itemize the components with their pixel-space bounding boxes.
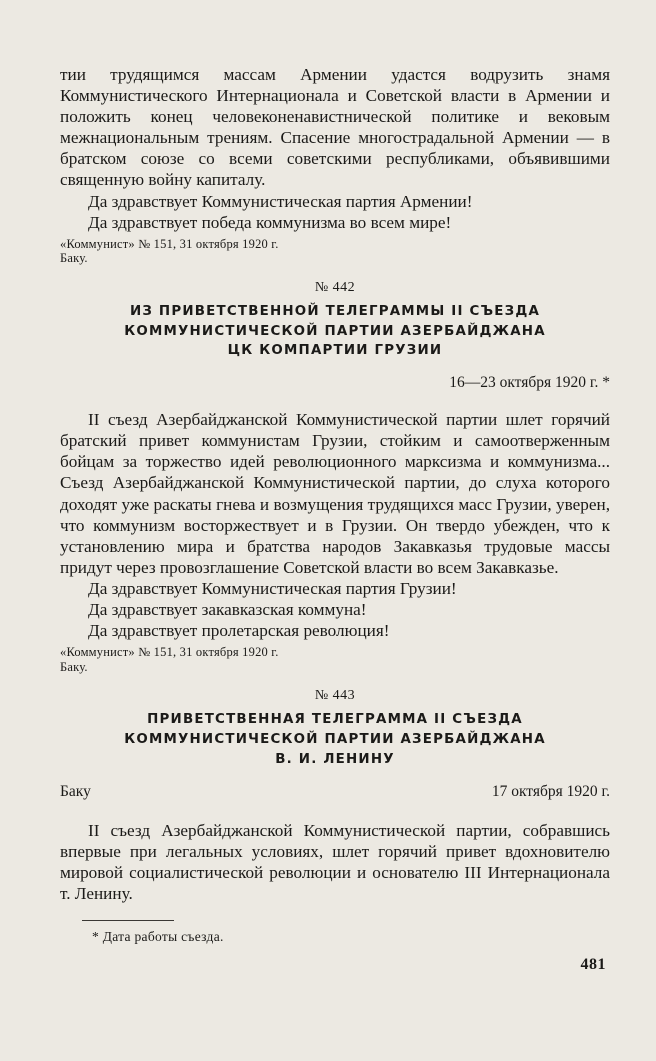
place-label: Баку xyxy=(60,782,91,800)
document-number: № 443 xyxy=(314,688,356,704)
dateline xyxy=(60,373,610,393)
slogan-line: Да здравствует закавказская коммуна! xyxy=(88,599,367,619)
dateline xyxy=(60,782,610,802)
footnote-divider xyxy=(82,920,174,921)
document-date: 16—23 октября 1920 г. * xyxy=(449,374,610,392)
body-paragraph: II съезд Азербайджанской Коммунистической партии шлет горячий братский привет коммунистам Грузии, стойким и самоотверженным бойцам за торжество идей революционного марксизма и коммунизма... Съезд Азербайджанской Коммунистической партии, до слуха которого доходят уже раскаты гнева и возмущения трудящихся масс Грузии, уверен, что коммунизм восторжествует и в Грузии. Он твердо убежден, что к установлению мира и братства народов Закавказья трудовые массы придут через провозглашение Советской власти во всем Закавказье. xyxy=(60,410,610,577)
document-heading-line: ПРИВЕТСТВЕННАЯ ТЕЛЕГРАММА II СЪЕЗДА xyxy=(147,712,523,728)
footnote: * Дата работы съезда. xyxy=(92,928,224,944)
body-paragraph: тии трудящимся массам Армении удастся водрузить знамя Коммунистического Интернационала и Советской власти в Армении и положить конец человеконенавистнической политике и вековым межнациональным трениям. Спасение многострадальной Армении — в братском союзе со всеми советскими республиками, объявившими священную войну капиталу. xyxy=(60,65,610,190)
slogan-line: Да здравствует Коммунистическая партия Грузии! xyxy=(88,578,457,598)
document-heading-line: КОММУНИСТИЧЕСКОЙ ПАРТИИ АЗЕРБАЙДЖАНА xyxy=(124,323,546,339)
source-citation: «Коммунист» № 151, 31 октября 1920 г. Баку. xyxy=(60,236,279,266)
body-paragraph: II съезд Азербайджанской Коммунистической партии, собравшись впервые при легальных условиях, шлет горячий привет вдохновителю мировой социалистической революции и основателю III Интернационала т. Ленину. xyxy=(60,820,610,903)
document-heading-line: В. И. ЛЕНИНУ xyxy=(275,751,395,767)
document-heading-line: ИЗ ПРИВЕТСТВЕННОЙ ТЕЛЕГРАММЫ II СЪЕЗДА xyxy=(129,303,541,319)
document-heading-line: КОММУНИСТИЧЕСКОЙ ПАРТИИ АЗЕРБАЙДЖАНА xyxy=(124,731,546,747)
page-body xyxy=(60,64,610,945)
slogan-line: Да здравствует пролетарская революция! xyxy=(88,621,390,641)
page-number: 481 xyxy=(580,956,606,973)
document-heading-line: ЦК КОМПАРТИИ ГРУЗИИ xyxy=(227,343,443,359)
slogan-line: Да здравствует Коммунистическая партия Армении! xyxy=(88,191,473,211)
document-number: № 442 xyxy=(314,279,356,295)
document-date: 17 октября 1920 г. xyxy=(491,782,610,800)
slogan-line: Да здравствует победа коммунизма во всем мире! xyxy=(88,212,452,232)
source-citation: «Коммунист» № 151, 31 октября 1920 г. Баку. xyxy=(60,645,279,674)
